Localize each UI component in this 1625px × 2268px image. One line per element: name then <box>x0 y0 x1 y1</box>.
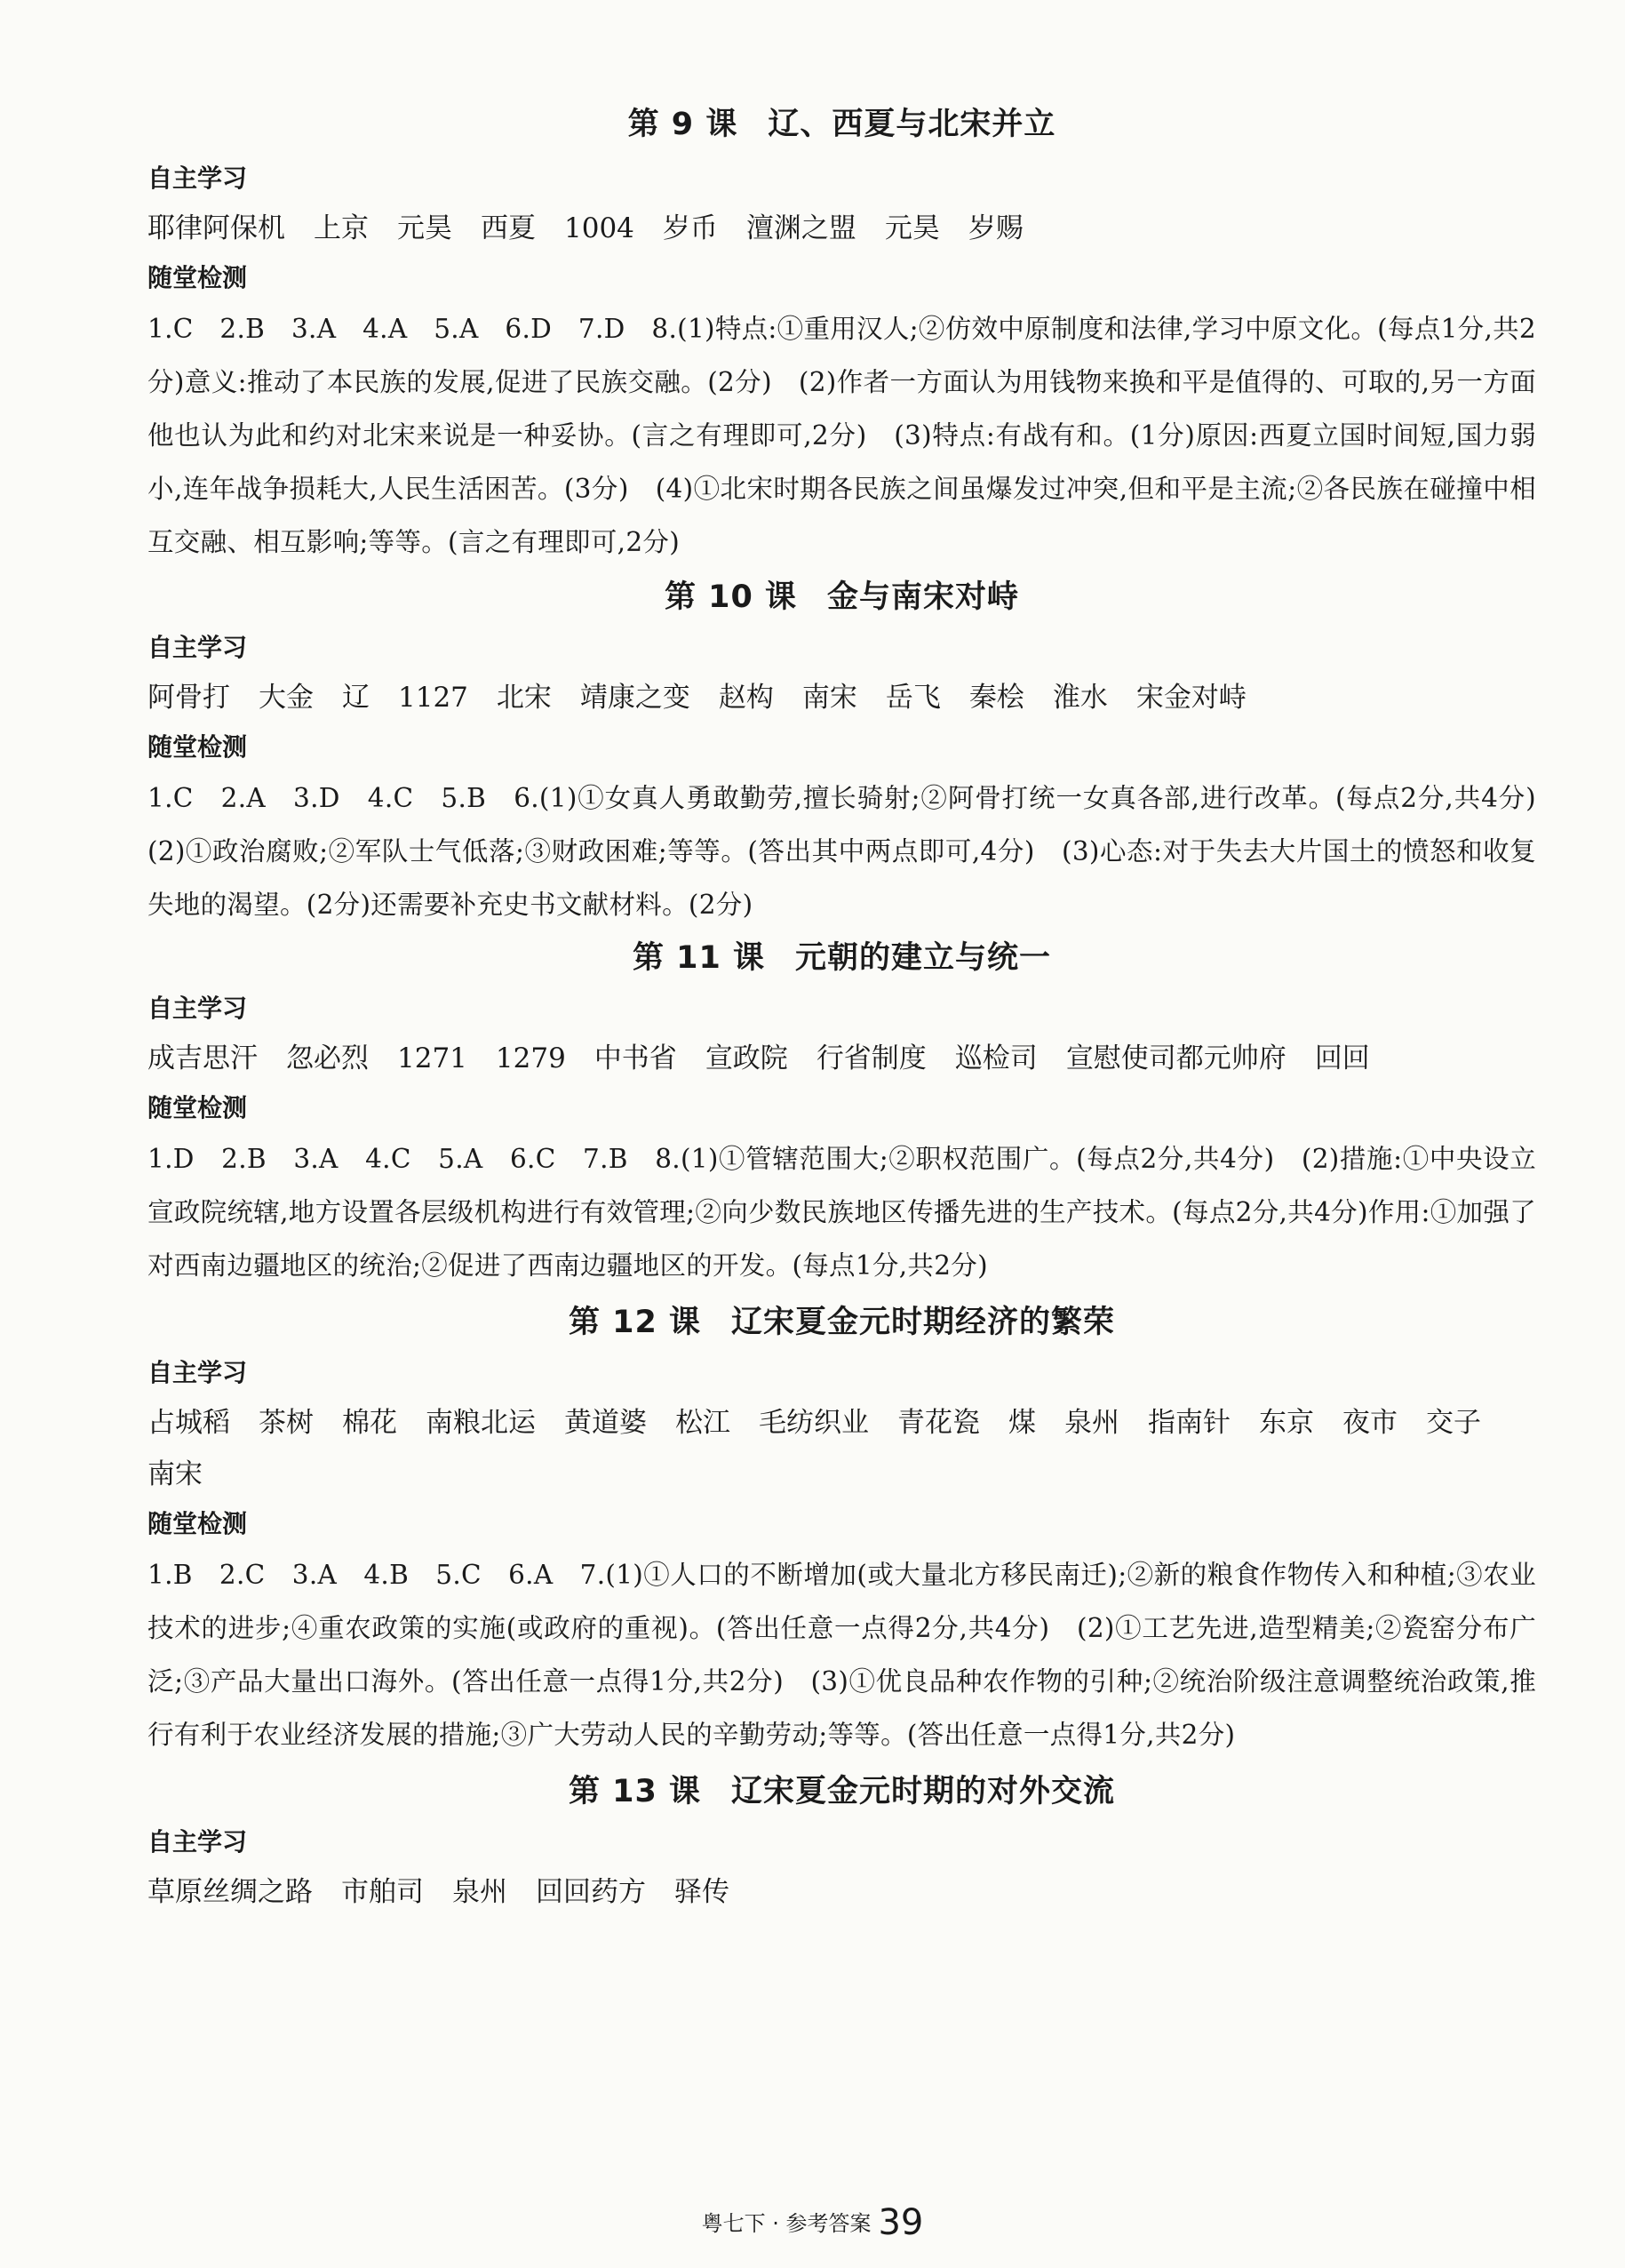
lesson-title <box>147 98 1536 151</box>
term: 1127 <box>398 682 468 714</box>
term-list <box>147 1033 1536 1084</box>
lesson-name: 辽宋夏金元时期经济的繁荣 <box>731 1305 1116 1340</box>
term: 赵构 <box>718 682 774 714</box>
term: 茶树 <box>259 1407 314 1439</box>
lesson-name: 元朝的建立与统一 <box>795 940 1052 976</box>
lesson-title <box>147 571 1536 624</box>
term: 大金 <box>259 682 314 714</box>
term-list <box>147 1866 1536 1918</box>
lesson-13 <box>147 1765 1536 1918</box>
lesson-title <box>147 1296 1536 1349</box>
term: 煤 <box>1008 1407 1036 1439</box>
term: 棉花 <box>342 1407 397 1439</box>
term: 宣慰使司都元帅府 <box>1065 1042 1286 1074</box>
term: 南宋 <box>147 1458 203 1490</box>
term: 毛纺织业 <box>759 1407 869 1439</box>
term: 1004 <box>564 212 634 244</box>
term: 南粮北运 <box>426 1407 536 1439</box>
self-study-heading: 自主学习 <box>147 994 248 1023</box>
page-footer <box>0 2202 1625 2243</box>
term: 1271 <box>397 1042 467 1074</box>
term: 澶渊之盟 <box>745 212 856 244</box>
term: 驿传 <box>674 1876 729 1908</box>
term: 指南针 <box>1148 1407 1231 1439</box>
term: 交子 <box>1426 1407 1481 1439</box>
term: 泉州 <box>452 1876 507 1908</box>
self-study-heading: 自主学习 <box>147 633 248 662</box>
check-heading: 随堂检测 <box>147 1509 248 1538</box>
footer-label: 粤七下 · 参考答案 <box>701 2211 872 2236</box>
term: 淮水 <box>1052 682 1108 714</box>
term: 南宋 <box>801 682 857 714</box>
term: 岁币 <box>662 212 718 244</box>
lesson-name: 辽、西夏与北宋并立 <box>768 107 1056 142</box>
lesson-12 <box>147 1296 1536 1761</box>
answer-text: 1.C 2.A 3.D 4.C 5.B 6.(1)①女真人勇敢勤劳,擅长骑射;②阿骨打统一女真各部,进行改革。(每点2分,共4分) (2)①政治腐败;②军队士气低落;③财政困难;等等。(答出其中两点即可,4分) (3)心态:对于失去大片国土的愤怒和收复失地的渴望。(2分)还需要补充史书文献材料。(2分) <box>147 783 1563 920</box>
term: 宋金对峙 <box>1135 682 1247 714</box>
self-study-heading: 自主学习 <box>147 1358 248 1387</box>
term: 秦桧 <box>968 682 1024 714</box>
check-heading: 随堂检测 <box>147 732 248 762</box>
term: 元昊 <box>397 212 452 244</box>
self-study-heading: 自主学习 <box>147 1827 248 1857</box>
term: 靖康之变 <box>579 682 690 714</box>
term: 忽必烈 <box>286 1042 369 1074</box>
term: 宣政院 <box>705 1042 788 1074</box>
term: 市舶司 <box>341 1876 424 1908</box>
check-heading: 随堂检测 <box>147 263 248 292</box>
term: 北宋 <box>496 682 552 714</box>
term: 岁赐 <box>968 212 1024 244</box>
check-heading: 随堂检测 <box>147 1093 248 1122</box>
term: 占城稻 <box>147 1407 230 1439</box>
answer-text: 1.B 2.C 3.A 4.B 5.C 6.A 7.(1)①人口的不断增加(或大量北方移民南迁);②新的粮食作物传入和种植;③农业技术的进步;④重农政策的实施(或政府的重视)。(答出任意一点得2分,共4分) (2)①工艺先进,造型精美;②瓷窑分布广泛;③产品大量出口海外。(答出任意一点得1分,共2分) (3)①优良品种农作物的引种;②统治阶级注意调整统治政策,推行有利于农业经济发展的措施;③广大劳动人民的辛勤劳动;等等。(答出任意一点得1分,共2分) <box>147 1560 1536 1750</box>
lesson-name: 金与南宋对峙 <box>827 579 1020 615</box>
lesson-number: 第 12 课 <box>568 1305 702 1340</box>
term: 黄道婆 <box>564 1407 647 1439</box>
term: 元昊 <box>884 212 940 244</box>
term: 西夏 <box>481 212 536 244</box>
self-study-heading: 自主学习 <box>147 164 248 193</box>
term: 松江 <box>675 1407 730 1439</box>
term: 成吉思汗 <box>147 1042 258 1074</box>
lesson-number: 第 10 课 <box>664 579 798 615</box>
term: 巡检司 <box>954 1042 1038 1074</box>
term: 青花瓷 <box>897 1407 980 1439</box>
lesson-name: 辽宋夏金元时期的对外交流 <box>731 1774 1116 1809</box>
term: 辽 <box>342 682 370 714</box>
term: 行省制度 <box>816 1042 927 1074</box>
lesson-number: 第 13 课 <box>568 1774 702 1809</box>
lesson-title <box>147 1765 1536 1818</box>
answer-text: 1.C 2.B 3.A 4.A 5.A 6.D 7.D 8.(1)特点:①重用汉人;②仿效中原制度和法律,学习中原文化。(每点1分,共2分)意义:推动了本民族的发展,促进了民族交融。(2分) (2)作者一方面认为用钱物来换和平是值得的、可取的,另一方面他也认为此和约对北宋来说是一种妥协。(言之有理即可,2分) (3)特点:有战有和。(1分)原因:西夏立国时间短,国力弱小,连年战争损耗大,人民生活困苦。(3分) (4)①北宋时期各民族之间虽爆发过冲突,但和平是主流;②各民族在碰撞中相互交融、相互影响;等等。(言之有理即可,2分) <box>147 314 1536 557</box>
term: 阿骨打 <box>147 682 230 714</box>
lesson-title <box>147 931 1536 985</box>
term-list <box>147 1397 1536 1500</box>
term: 上京 <box>314 212 369 244</box>
term: 夜市 <box>1342 1407 1398 1439</box>
term-list <box>147 672 1536 723</box>
term: 耶律阿保机 <box>147 212 285 244</box>
term: 1279 <box>495 1042 566 1074</box>
lesson-number: 第 11 课 <box>632 940 766 976</box>
term-list <box>147 203 1536 254</box>
page-number: 39 <box>878 2202 924 2243</box>
term: 泉州 <box>1064 1407 1119 1439</box>
lesson-10 <box>147 571 1563 931</box>
term: 回回 <box>1314 1042 1370 1074</box>
lesson-9 <box>147 0 1536 569</box>
term: 草原丝绸之路 <box>147 1876 313 1908</box>
term: 东京 <box>1259 1407 1314 1439</box>
lesson-11 <box>147 931 1536 1292</box>
term: 中书省 <box>593 1042 677 1074</box>
term: 岳飞 <box>885 682 941 714</box>
lesson-number: 第 9 课 <box>627 107 738 142</box>
answer-text: 1.D 2.B 3.A 4.C 5.A 6.C 7.B 8.(1)①管辖范围大;②职权范围广。(每点2分,共4分) (2)措施:①中央设立宣政院统辖,地方设置各层级机构进行有效管理;②向少数民族地区传播先进的生产技术。(每点2分,共4分)作用:①加强了对西南边疆地区的统治;②促进了西南边疆地区的开发。(每点1分,共2分) <box>147 1144 1536 1281</box>
term: 回回药方 <box>536 1876 646 1908</box>
